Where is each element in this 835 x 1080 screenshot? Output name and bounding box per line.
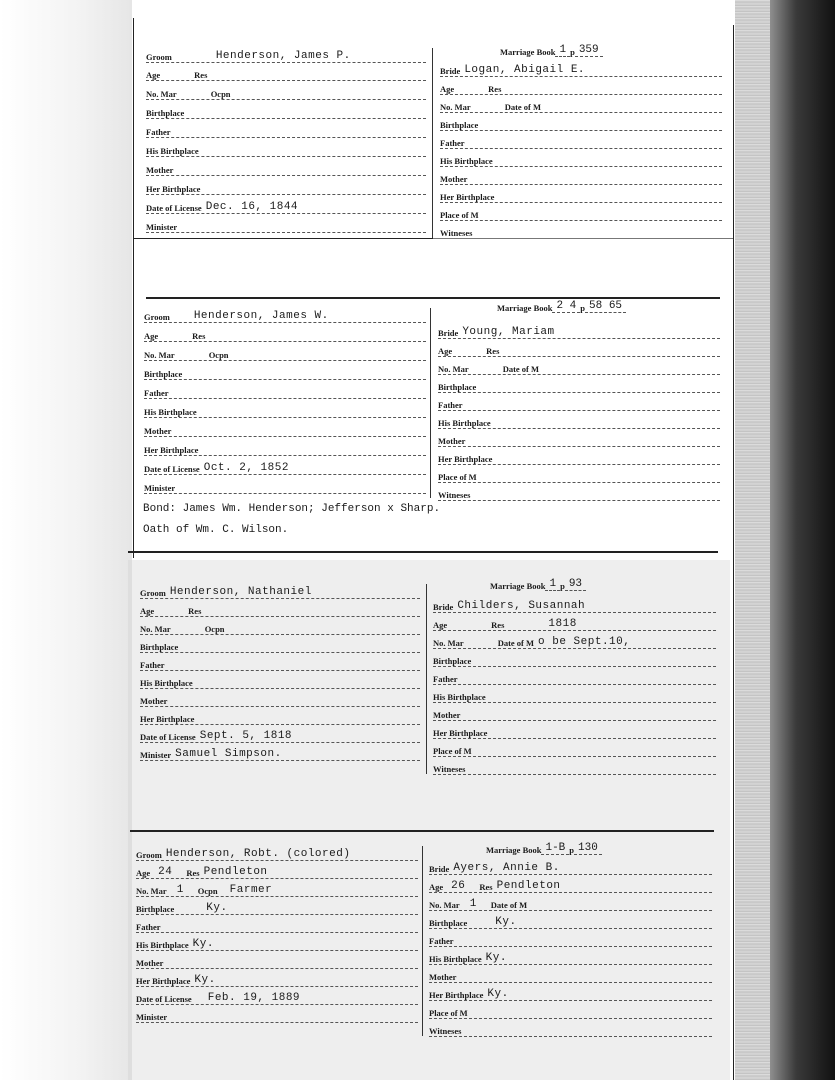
bride-her-birthplace-row: Her Birthplace [440, 188, 722, 203]
bride-birthplace-row: Birthplace Ky. [429, 914, 712, 929]
license-date-row: Date of License Feb. 19, 1889 [136, 990, 418, 1005]
bride-no-mar-row: No. Mar Date of M [440, 98, 722, 113]
column-divider [422, 846, 423, 1036]
bride-name: Logan, Abigail E. [464, 64, 586, 76]
no-mar-row: No. Mar Ocpn [140, 620, 420, 635]
bride-father-row: Father [433, 670, 716, 685]
her-birthplace-row: Her Birthplace [146, 180, 426, 195]
scan-dark-edge [770, 0, 835, 1080]
minister-row: Minister [136, 1008, 418, 1023]
marriage-book-ref: Marriage Book 1-B p 130 [486, 842, 602, 855]
bride-mother-row: Mother [440, 170, 722, 185]
license-date-row: Date of License Oct. 2, 1852 [144, 460, 426, 475]
bride-his-birthplace-row: His Birthplace [433, 688, 716, 703]
father-row: Father [144, 384, 426, 399]
her-birthplace-row: Her Birthplace [144, 441, 426, 456]
no-mar-row: No. Mar 1 Ocpn Farmer [136, 882, 418, 897]
mother-row: Mother [140, 692, 420, 707]
bride-no-mar-row: No. Mar 1 Date of M [429, 896, 712, 911]
place-of-m-row: Place of M [440, 206, 722, 221]
bride-name: Childers, Susannah [457, 600, 586, 612]
father-row: Father [136, 918, 418, 933]
groom-name: Henderson, James P. [215, 50, 351, 62]
witnesses-row: Witneses [438, 486, 720, 501]
birthplace-row: Birthplace [144, 365, 426, 380]
witnesses-row: Witneses [433, 760, 716, 775]
column-divider [426, 584, 427, 774]
place-of-m-row: Place of M [429, 1004, 712, 1019]
card-separator [128, 551, 718, 553]
bride-his-birthplace-row: His Birthplace [438, 414, 720, 429]
bride-mother-row: Mother [438, 432, 720, 447]
birthplace-row: Birthplace Ky. [136, 900, 418, 915]
bride-age-row: Age Res 1818 [433, 616, 716, 631]
place-of-m-row: Place of M [433, 742, 716, 757]
her-birthplace-row: Her Birthplace Ky. [136, 972, 418, 987]
age-res-row: Age Res [140, 602, 420, 617]
license-date: Oct. 2, 1852 [203, 462, 289, 474]
marriage-book-ref: Marriage Book 1 p 93 [490, 578, 586, 591]
place-of-m-row: Place of M [438, 468, 720, 483]
bride-his-birthplace-row: His Birthplace [440, 152, 722, 167]
minister-row: Minister [146, 218, 426, 233]
minister-name: Samuel Simpson. [175, 748, 282, 760]
bride-mother-row: Mother [433, 706, 716, 721]
bride-father-row: Father [438, 396, 720, 411]
bride-row: Bride Ayers, Annie B. [429, 860, 712, 875]
birthplace-row: Birthplace [146, 104, 426, 119]
his-birthplace-row: His Birthplace [146, 142, 426, 157]
groom-row: Groom Henderson, James P. [146, 48, 426, 63]
bride-row: Bride Young, Mariam [438, 324, 720, 339]
card-separator [433, 238, 733, 239]
groom-name: Henderson, James W. [193, 310, 329, 322]
witnesses-row: Witneses [429, 1022, 712, 1037]
bride-name: Young, Mariam [462, 326, 555, 338]
license-date-row: Date of License Dec. 16, 1844 [146, 199, 426, 214]
bride-birthplace-row: Birthplace [433, 652, 716, 667]
groom-row: Groom Henderson, Nathaniel [140, 584, 420, 599]
license-date: Sept. 5, 1818 [199, 730, 293, 742]
column-divider [430, 308, 431, 498]
card-left-border [133, 18, 134, 558]
bride-her-birthplace-row: Her Birthplace Ky. [429, 986, 712, 1001]
bride-age-row: Age 26 Res Pendleton [429, 878, 712, 893]
mother-row: Mother [136, 954, 418, 969]
bride-her-birthplace-row: Her Birthplace [438, 450, 720, 465]
father-row: Father [146, 123, 426, 138]
license-date: Feb. 19, 1889 [207, 992, 301, 1004]
bride-father-row: Father [440, 134, 722, 149]
card-right-border [733, 25, 734, 1080]
no-mar-row: No. Mar Ocpn [144, 346, 426, 361]
mother-row: Mother [144, 422, 426, 437]
bride-her-birthplace-row: Her Birthplace [433, 724, 716, 739]
scan-left-margin [0, 0, 132, 1080]
column-divider [432, 48, 433, 238]
oath-note: Oath of Wm. C. Wilson. [143, 524, 289, 536]
bride-birthplace-row: Birthplace [440, 116, 722, 131]
his-birthplace-row: His Birthplace [144, 403, 426, 418]
birthplace-row: Birthplace [140, 638, 420, 653]
his-birthplace-row: His Birthplace [140, 674, 420, 689]
license-date: Dec. 16, 1844 [205, 201, 299, 213]
bride-mother-row: Mother [429, 968, 712, 983]
his-birthplace-row: His Birthplace Ky. [136, 936, 418, 951]
age-res-row: Age Res [146, 66, 426, 81]
bride-row: Bride Logan, Abigail E. [440, 62, 722, 77]
no-mar-row: No. Mar Ocpn [146, 85, 426, 100]
groom-name: Henderson, Robt. (colored) [165, 848, 351, 860]
bride-no-mar-row: No. Mar Date of M o be Sept.10, [433, 634, 716, 649]
father-row: Father [140, 656, 420, 671]
age-res-row: Age 24 Res Pendleton [136, 864, 418, 879]
bride-father-row: Father [429, 932, 712, 947]
bride-name: Ayers, Annie B. [453, 862, 560, 874]
witnesses-row: Witneses [440, 224, 722, 239]
minister-row: Minister [144, 479, 426, 494]
marriage-book-ref: Marriage Book 2 4 p 58 65 [497, 300, 626, 313]
mother-row: Mother [146, 161, 426, 176]
groom-row: Groom Henderson, Robt. (colored) [136, 846, 418, 861]
age-res-row: Age Res [144, 327, 426, 342]
license-date-row: Date of License Sept. 5, 1818 [140, 728, 420, 743]
bond-note: Bond: James Wm. Henderson; Jefferson x Sharp. [143, 503, 441, 515]
bride-his-birthplace-row: His Birthplace Ky. [429, 950, 712, 965]
bride-age-row: Age Res [438, 342, 720, 357]
bride-row: Bride Childers, Susannah [433, 598, 716, 613]
her-birthplace-row: Her Birthplace [140, 710, 420, 725]
bride-age-row: Age Res [440, 80, 722, 95]
bride-no-mar-row: No. Mar Date of M [438, 360, 720, 375]
groom-name: Henderson, Nathaniel [169, 586, 312, 598]
card-separator [146, 297, 720, 299]
marriage-book-ref: Marriage Book 1 p 359 [500, 44, 603, 57]
card-separator [133, 238, 433, 239]
bride-birthplace-row: Birthplace [438, 378, 720, 393]
groom-row: Groom Henderson, James W. [144, 308, 426, 323]
card-separator [130, 830, 714, 832]
minister-row: Minister Samuel Simpson. [140, 746, 420, 761]
